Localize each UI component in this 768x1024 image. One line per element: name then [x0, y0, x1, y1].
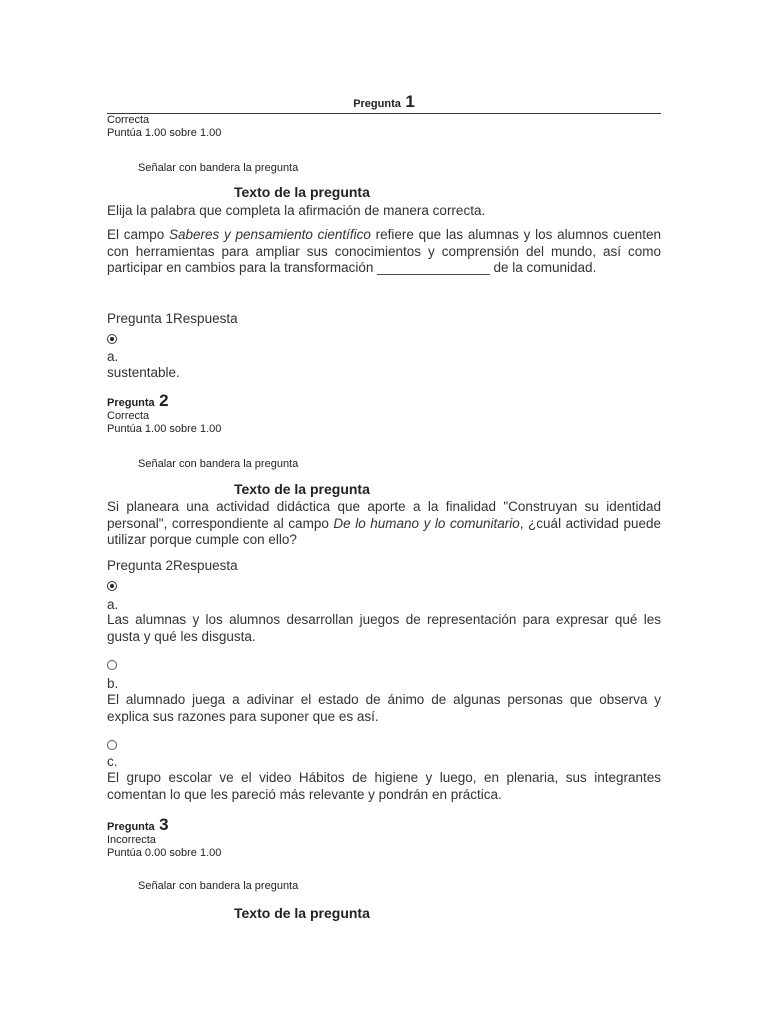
q1-option-a-radio-wrap: [107, 331, 661, 349]
q1-option-a-letter: a.: [107, 349, 119, 364]
question-3-score: Puntúa 0.00 sobre 1.00: [107, 847, 222, 859]
q2-option-a-radio[interactable]: [107, 581, 117, 591]
question-label: Pregunta: [353, 98, 401, 110]
q1-option-a-text: sustentable.: [107, 365, 180, 380]
question-2-text-heading: Texto de la pregunta: [234, 481, 370, 497]
stem-suffix: refiere que las alumnas y los alumnos cuenten con herramientas para ampliar sus conocimientos y comprensión del mundo, así como participar en cambios para la transformación _______________ de la comunidad.: [107, 227, 661, 275]
q2-option-b-letter: b.: [107, 676, 119, 691]
stem-emphasis: De lo humano y lo comunitario: [333, 515, 520, 531]
question-2-response-label: Pregunta 2Respuesta: [107, 558, 238, 573]
q2-option-b-radio[interactable]: [107, 660, 117, 670]
question-3-status: Incorrecta: [107, 834, 156, 846]
question-3-flag-link[interactable]: Señalar con bandera la pregunta: [138, 880, 299, 892]
question-3-header: [107, 815, 661, 835]
question-1-flag-link[interactable]: Señalar con bandera la pregunta: [138, 162, 299, 174]
q2-option-c-radio[interactable]: [107, 740, 117, 750]
question-number: 3: [159, 815, 169, 834]
question-number: 2: [159, 391, 169, 410]
question-2-stem: [107, 499, 661, 549]
question-2-score: Puntúa 1.00 sobre 1.00: [107, 423, 222, 435]
stem-emphasis: Saberes y pensamiento científico: [169, 227, 371, 242]
question-1-instruction: Elija la palabra que completa la afirmación de manera correcta.: [107, 203, 486, 218]
question-2-status: Correcta: [107, 410, 150, 422]
question-1-header: [107, 92, 661, 114]
q1-option-a-radio[interactable]: [107, 334, 117, 344]
stem-prefix: Si planeara una actividad didáctica que aporte a la finalidad "Construyan su identidad personal", correspondiente al campo: [107, 499, 661, 531]
q2-option-c-letter: c.: [107, 754, 118, 769]
q2-option-b-text: El alumnado juega a adivinar el estado de ánimo de algunas personas que observa y explica sus razones para suponer que es así.: [107, 692, 661, 724]
question-1-status: Correcta: [107, 114, 150, 126]
question-1-stem: [107, 227, 661, 277]
question-label: Pregunta: [107, 397, 155, 409]
question-3-text-heading: Texto de la pregunta: [234, 905, 370, 921]
q2-option-c-text: El grupo escolar ve el video Hábitos de higiene y luego, en plenaria, sus integrantes comentan lo que les pareció más relevante y pondrán en práctica.: [107, 770, 661, 802]
question-1-response-label: Pregunta 1Respuesta: [107, 311, 238, 326]
question-2-header: [107, 391, 661, 411]
q2-option-a-radio-wrap: [107, 578, 661, 596]
q2-option-a-text: Las alumnas y los alumnos desarrollan juegos de representación para expresar qué les gusta y qué les disgusta.: [107, 612, 661, 644]
question-number: 1: [405, 92, 415, 111]
question-1-score: Puntúa 1.00 sobre 1.00: [107, 127, 222, 139]
q2-option-c-radio-wrap: [107, 737, 661, 755]
stem-prefix: El campo: [107, 227, 170, 242]
stem-suffix: , ¿cuál actividad puede utilizar porque cumple con ello?: [107, 515, 661, 547]
question-2-flag-link[interactable]: Señalar con bandera la pregunta: [138, 458, 299, 470]
q2-option-b-radio-wrap: [107, 657, 661, 675]
q2-option-a-letter: a.: [107, 597, 119, 612]
question-1-text-heading: Texto de la pregunta: [234, 184, 370, 200]
question-label: Pregunta: [107, 821, 155, 833]
